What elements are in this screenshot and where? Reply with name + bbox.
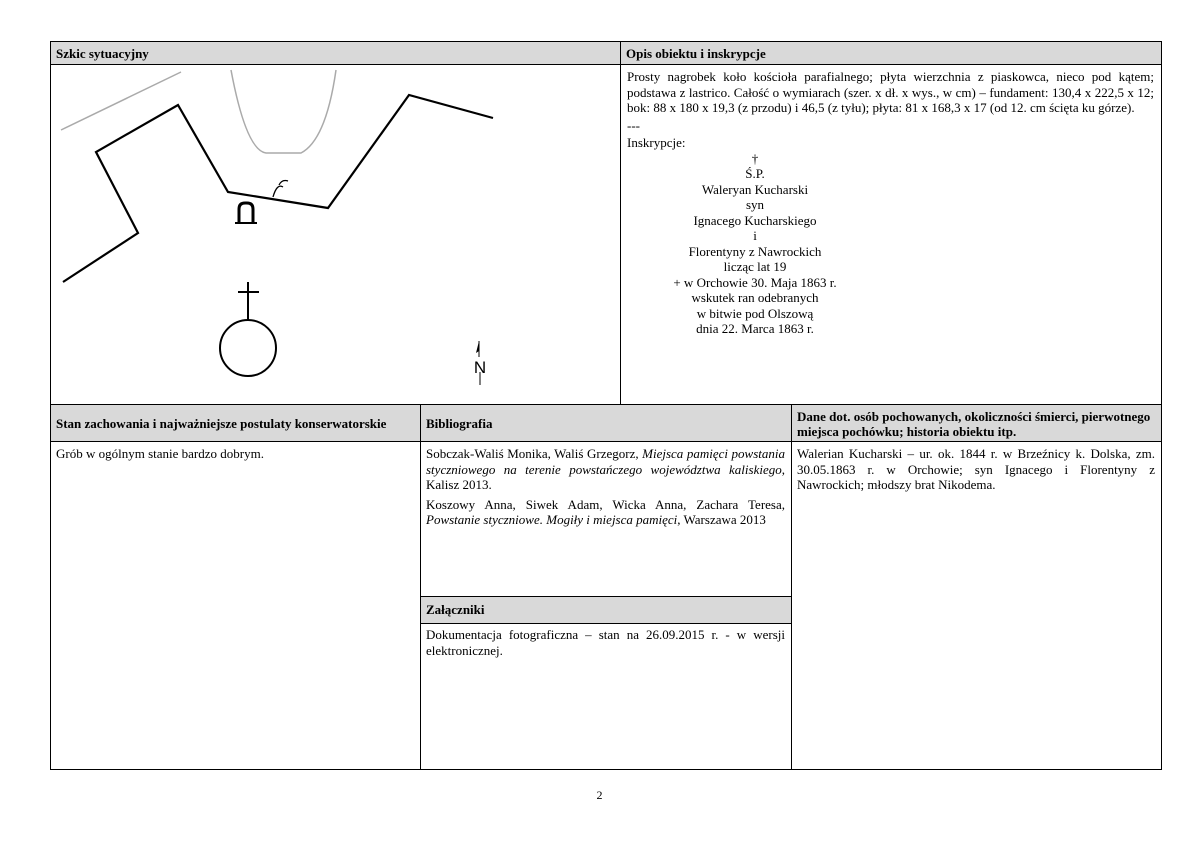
description-cell bbox=[620, 64, 1161, 405]
church-symbol bbox=[220, 282, 276, 376]
attachments-header bbox=[420, 596, 791, 623]
description-separator: --- bbox=[627, 117, 640, 133]
inscription-line: i bbox=[753, 228, 757, 243]
inscription-line: Ś.P. bbox=[745, 166, 765, 181]
attachments-text: Dokumentacja fotograficzna – stan na 26.09.2015 r. - w wersji elektronicznej. bbox=[426, 627, 785, 658]
bibliography-entry-1: Sobczak-Waliś Monika, Waliś Grzegorz, Miejsca pamięci powstania styczniowego na terenie powstańczego województwa kaliskiego, Kalisz 2013. bbox=[426, 446, 785, 492]
north-label: N bbox=[473, 358, 487, 377]
sketch-tree-mark bbox=[273, 181, 288, 198]
north-arrow-icon bbox=[474, 341, 486, 385]
state-cell bbox=[50, 442, 420, 769]
inscription-line: † bbox=[751, 150, 759, 166]
bibliography-header bbox=[420, 405, 791, 442]
attachments-header-label: Załączniki bbox=[426, 602, 485, 617]
description-header bbox=[620, 42, 1161, 64]
inscription-line: Waleryan Kucharski bbox=[701, 181, 809, 197]
situational-sketch bbox=[51, 65, 619, 404]
sketch-boundary-line bbox=[63, 95, 493, 282]
inscription-line: Florentyny z Nawrockich bbox=[688, 243, 822, 259]
page-number: 2 bbox=[596, 788, 603, 802]
bibliography-header-label: Bibliografia bbox=[426, 416, 493, 431]
state-text: Grób w ogólnym stanie bardzo dobrym. bbox=[56, 446, 264, 461]
attachments-cell bbox=[420, 623, 791, 769]
sketch-header bbox=[50, 42, 620, 64]
inscription-block bbox=[627, 151, 883, 337]
persons-cell bbox=[791, 442, 1161, 769]
sketch-road-curve bbox=[231, 70, 336, 153]
inscription-line: wskutek ran odebranych bbox=[691, 290, 819, 305]
persons-text: Walerian Kucharski – ur. ok. 1844 r. w Brzeźnicy k. Dolska, zm. 30.05.1863 r. w Orchowie; syn Ignacego i Florentyny z Nawrockich; młodszy brat Nikodema. bbox=[797, 446, 1155, 492]
gravestone-symbol bbox=[235, 203, 257, 223]
inscriptions-label: Inskrypcje: bbox=[627, 135, 686, 150]
inscription-line: w bitwie pod Olszową bbox=[696, 305, 814, 321]
description-body: Prosty nagrobek koło kościoła parafialnego; płyta wierzchnia z piaskowca, nieco pod kątem; podstawa z lastrico. Całość o wymiarach (szer. x dł. x wys., w cm) – fundament: 130,4 x 222,5 x 12; bok: 88 x 180 x 19,3 (z przodu) i 46,5 (z tyłu); płyta: 81 x 168,3 x 17 (od 12. cm ścięta ku górze). bbox=[627, 69, 1154, 115]
inscription-line: licząc lat 19 bbox=[723, 259, 787, 274]
state-header-label: Stan zachowania i najważniejsze postulaty konserwatorskie bbox=[56, 416, 387, 431]
inscription-line: Ignacego Kucharskiego bbox=[693, 212, 817, 228]
state-header bbox=[50, 405, 420, 442]
sketch-road-line-left bbox=[61, 72, 181, 130]
persons-header bbox=[791, 405, 1161, 442]
bibliography-cell bbox=[420, 442, 791, 596]
inscription-line: syn bbox=[745, 197, 765, 212]
persons-header-label: Dane dot. osób pochowanych, okoliczności śmierci, pierwotnego miejsca pochówku; historia obiektu itp. bbox=[797, 408, 1151, 439]
sketch-header-label: Szkic sytuacyjny bbox=[56, 45, 149, 61]
bibliography-entry-2: Koszowy Anna, Siwek Adam, Wicka Anna, Zachara Teresa, Powstanie styczniowe. Mogiły i miejsca pamięci, Warszawa 2013 bbox=[426, 496, 785, 527]
inscription-line: dnia 22. Marca 1863 r. bbox=[696, 321, 814, 336]
description-header-label: Opis obiektu i inskrypcje bbox=[626, 45, 766, 61]
inscription-line: + w Orchowie 30. Maja 1863 r. bbox=[673, 274, 837, 290]
